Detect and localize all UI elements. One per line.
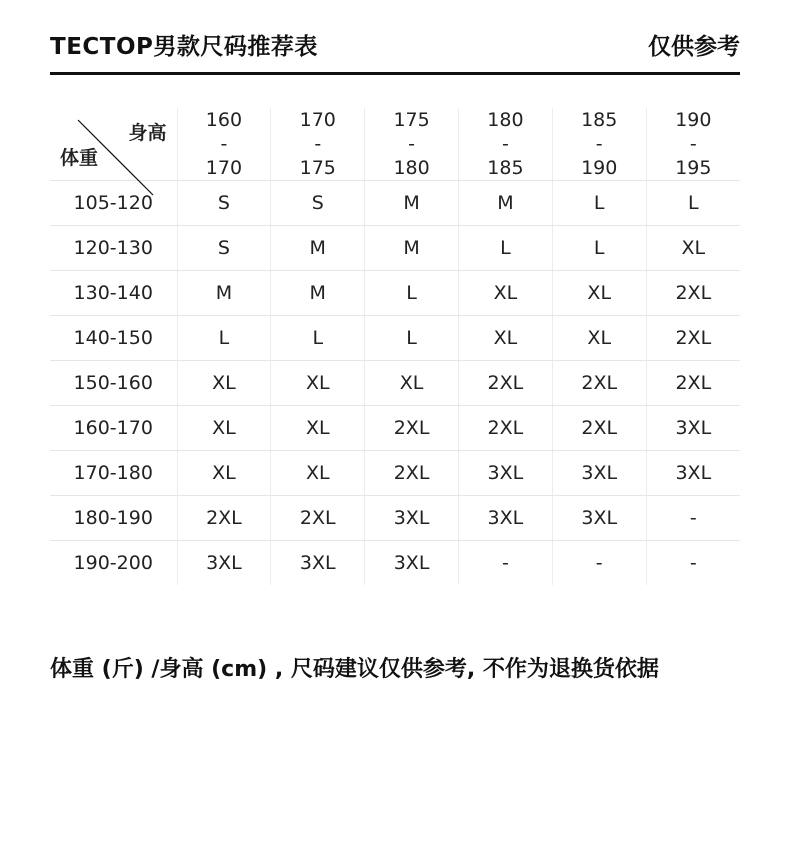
table-row: [50, 541, 740, 586]
height-range-sep: -: [408, 133, 415, 155]
height-column-header: [177, 108, 271, 181]
size-cell: L: [646, 181, 740, 226]
footer-note: 体重 (斤) /身高 (cm) , 尺码建议仅供参考, 不作为退换货依据: [50, 657, 659, 682]
size-cell: 3XL: [271, 541, 365, 586]
height-column-header: [271, 108, 365, 181]
size-cell: XL: [458, 271, 552, 316]
size-cell: S: [271, 181, 365, 226]
size-cell: XL: [552, 271, 646, 316]
table-row: [50, 406, 740, 451]
page-header: [50, 26, 740, 62]
table-row: [50, 316, 740, 361]
height-column-header: [458, 108, 552, 181]
height-column-header: [365, 108, 459, 181]
size-cell: 2XL: [646, 361, 740, 406]
size-cell: 2XL: [458, 406, 552, 451]
size-cell: -: [458, 541, 552, 586]
corner-cell: [50, 108, 177, 181]
size-cell: 3XL: [365, 496, 459, 541]
size-cell: 2XL: [646, 271, 740, 316]
size-cell: XL: [177, 361, 271, 406]
size-cell: 3XL: [646, 451, 740, 496]
height-column-header: [646, 108, 740, 181]
height-range-to: 175: [299, 157, 336, 179]
size-cell: L: [458, 226, 552, 271]
size-cell: 2XL: [552, 406, 646, 451]
size-cell: M: [365, 181, 459, 226]
size-cell: 3XL: [646, 406, 740, 451]
size-cell: L: [365, 316, 459, 361]
table-row: [50, 361, 740, 406]
size-cell: XL: [271, 406, 365, 451]
size-cell: M: [458, 181, 552, 226]
size-cell: -: [646, 496, 740, 541]
table-row: [50, 496, 740, 541]
size-cell: 2XL: [365, 406, 459, 451]
table-header-row: [50, 108, 740, 181]
height-range-from: 190: [675, 109, 712, 131]
weight-range-cell: 180-190: [50, 496, 177, 541]
size-cell: XL: [271, 361, 365, 406]
weight-range-cell: 105-120: [50, 181, 177, 226]
weight-range-cell: 140-150: [50, 316, 177, 361]
header-divider: [50, 72, 740, 75]
size-cell: XL: [177, 406, 271, 451]
size-cell: XL: [646, 226, 740, 271]
page-title: TECTOP男款尺码推荐表: [50, 33, 318, 60]
size-cell: -: [646, 541, 740, 586]
height-range-sep: -: [220, 133, 228, 155]
size-cell: XL: [458, 316, 552, 361]
size-cell: XL: [271, 451, 365, 496]
weight-range-cell: 170-180: [50, 451, 177, 496]
weight-range-cell: 160-170: [50, 406, 177, 451]
size-cell: 3XL: [552, 496, 646, 541]
reference-note: 仅供参考: [648, 33, 740, 60]
size-cell: 2XL: [271, 496, 365, 541]
height-range-sep: -: [501, 133, 509, 155]
size-cell: 2XL: [552, 361, 646, 406]
size-cell: 3XL: [458, 451, 552, 496]
table-row: [50, 271, 740, 316]
height-range-from: 160: [205, 109, 243, 131]
size-cell: S: [177, 181, 271, 226]
weight-range-cell: 190-200: [73, 552, 153, 574]
size-cell: L: [365, 271, 459, 316]
size-cell: L: [552, 226, 646, 271]
size-cell: L: [271, 316, 365, 361]
size-cell: M: [177, 271, 271, 316]
size-cell: 3XL: [365, 541, 459, 586]
height-range-sep: -: [595, 133, 603, 155]
height-range-to: 170: [205, 157, 243, 179]
height-range-from: 175: [393, 109, 430, 131]
size-cell: 2XL: [177, 496, 271, 541]
size-chart-table: [50, 108, 740, 585]
size-cell: -: [552, 541, 646, 586]
height-range-to: 185: [487, 157, 524, 179]
height-range-to: 190: [581, 157, 618, 179]
height-range-sep: -: [689, 133, 697, 155]
size-cell: XL: [177, 451, 271, 496]
weight-range-cell: 120-130: [50, 226, 177, 271]
size-cell: 2XL: [458, 361, 552, 406]
size-cell: S: [177, 226, 271, 271]
size-cell: 2XL: [646, 316, 740, 361]
height-range-from: 180: [487, 109, 524, 131]
height-column-header: [552, 108, 646, 181]
table-row: [50, 451, 740, 496]
height-range-from: 185: [581, 109, 618, 131]
size-cell: 3XL: [458, 496, 552, 541]
size-cell: L: [552, 181, 646, 226]
size-cell: M: [271, 226, 365, 271]
size-cell: 2XL: [365, 451, 459, 496]
size-cell: 3XL: [177, 541, 271, 586]
size-cell: XL: [552, 316, 646, 361]
weight-range-cell: 130-140: [50, 271, 177, 316]
height-range-to: 195: [675, 157, 712, 179]
size-cell: M: [365, 226, 459, 271]
weight-axis-label: 体重: [60, 147, 99, 169]
height-range-sep: -: [314, 133, 322, 155]
size-cell: L: [177, 316, 271, 361]
height-range-from: 170: [299, 109, 336, 131]
size-cell: XL: [365, 361, 459, 406]
height-range-to: 180: [393, 157, 430, 179]
weight-range-cell: 150-160: [50, 361, 177, 406]
table-row: [50, 226, 740, 271]
height-axis-label: 身高: [128, 122, 167, 144]
size-cell: M: [271, 271, 365, 316]
size-cell: 3XL: [552, 451, 646, 496]
